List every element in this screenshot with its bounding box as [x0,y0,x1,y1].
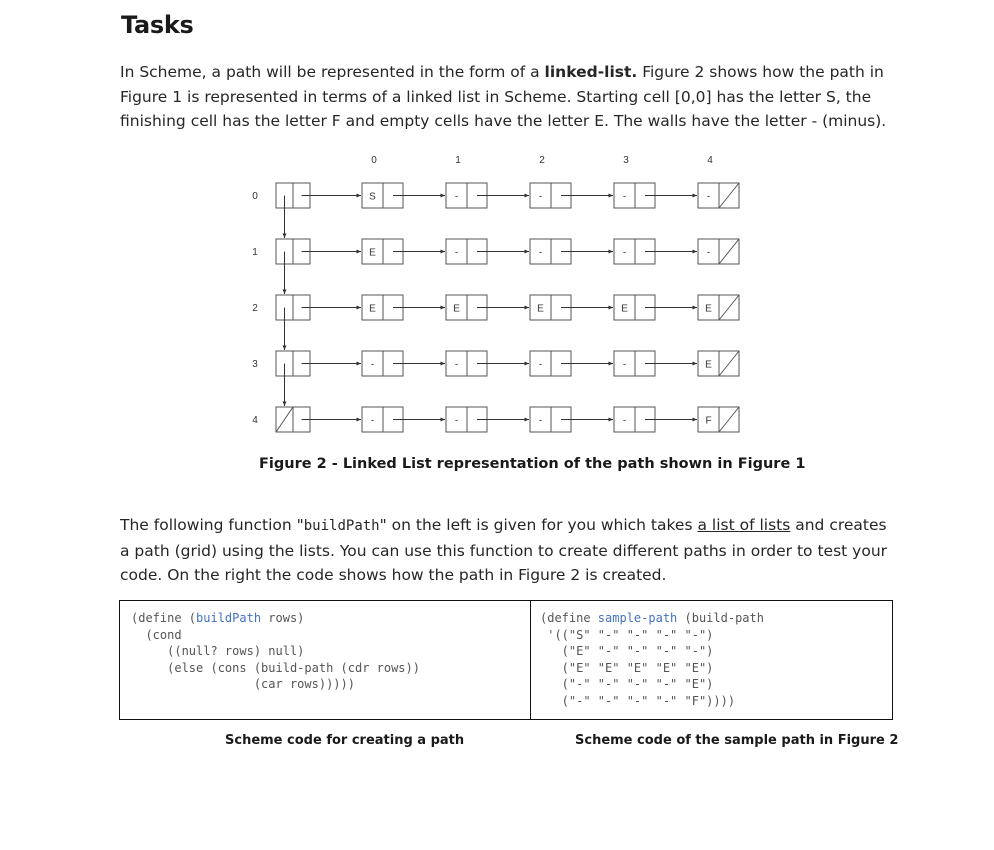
cell-value: - [454,191,459,203]
explanation-text-3: and creates a path (grid) using the lists. You can use this function to create different paths in order to test your code. On the right the code shows how the path in Figure 2 is created. [120,516,888,584]
cell-value: - [538,191,543,203]
column-label: 0 [371,155,377,166]
code-token: (define ( [131,611,197,625]
column-label: 2 [539,155,545,166]
page-title: Tasks [121,11,194,39]
row-label: 3 [252,359,258,370]
cell-value: E [369,247,376,259]
code-line-sample-path [540,694,735,708]
code-line-sample-path [540,677,713,691]
column-label: 1 [455,155,461,166]
code-line-sample-path [540,628,713,642]
cell-value: - [706,191,711,203]
intro-text-2: Figure 2 shows how the path in Figure 1 is represented in terms of a linked list in Scheme. Starting cell [0,0] has the letter S, the finishing cell has the letter F and empty cells have the letter E. The walls have the letter - (minus). [120,63,887,130]
code-cell-buildpath [120,601,531,719]
cell-value: F [705,415,712,427]
cell-value: - [370,359,375,371]
code-token: (else (cons (build-path (cdr rows)) [131,660,420,675]
code-token: (build-path [677,611,764,625]
code-token: ("-" "-" "-" "-" "F")))) [540,693,736,708]
code-token: ((null? rows) null) [131,644,305,658]
cell-value: - [622,191,627,203]
code-caption-left: Scheme code for creating a path [225,733,465,748]
cell-value: - [538,415,543,427]
code-line-buildpath [131,644,304,658]
cell-value: - [706,247,711,259]
cell-value: E [705,359,712,371]
intro-bold-term: linked-list. [544,63,638,81]
cell-value: - [454,359,459,371]
code-identifier: buildPath [196,611,262,625]
code-line-buildpath [131,628,182,642]
underlined-term: a list of lists [697,516,791,534]
code-token: (cond [131,627,182,642]
code-line-buildpath [131,661,420,675]
code-token: ("E" "-" "-" "-" "-") [540,644,714,658]
cell-value: - [370,415,375,427]
explanation-paragraph [120,513,890,588]
cell-value: - [538,359,543,371]
explanation-text-2: " on the left is given for you which takes [379,516,698,534]
code-line-buildpath [131,677,355,691]
figure-caption: Figure 2 - Linked List representation of the path shown in Figure 1 [259,456,806,472]
cell-value: - [622,415,627,427]
cell-value: E [537,303,544,315]
code-token: '(("S" "-" "-" "-" "-") [540,627,714,642]
code-table [119,600,893,720]
cell-value: E [453,303,460,315]
code-identifier: sample-path [597,611,678,625]
code-line-buildpath [131,611,304,625]
cell-value: - [454,415,459,427]
row-label: 2 [252,303,258,314]
cell-value: - [622,247,627,259]
code-token: ("-" "-" "-" "-" "E") [540,677,714,691]
code-token: rows) [261,611,305,625]
intro-text-1: In Scheme, a path will be represented in the form of a [120,63,545,81]
code-token: (define [540,611,598,625]
cell-value: - [454,247,459,259]
row-label: 4 [252,415,258,426]
cell-value: E [621,303,628,315]
row-label: 0 [252,191,258,202]
code-line-sample-path [540,611,764,625]
code-cell-sample-path [531,601,892,719]
cell-value: - [538,247,543,259]
code-token: (car rows))))) [131,677,355,691]
row-label: 1 [252,247,258,258]
function-name: buildPath [303,518,380,534]
code-caption-right: Scheme code of the sample path in Figure 2 [575,733,899,748]
explanation-text-1: The following function " [120,516,304,534]
code-line-sample-path [540,661,713,675]
code-token: ("E" "E" "E" "E" "E") [540,660,714,675]
cell-value: S [369,191,376,203]
code-line-sample-path [540,644,713,658]
cell-value: - [622,359,627,371]
cell-value: E [705,303,712,315]
column-label: 3 [623,155,629,166]
column-label: 4 [707,155,713,166]
cell-value: E [369,303,376,315]
